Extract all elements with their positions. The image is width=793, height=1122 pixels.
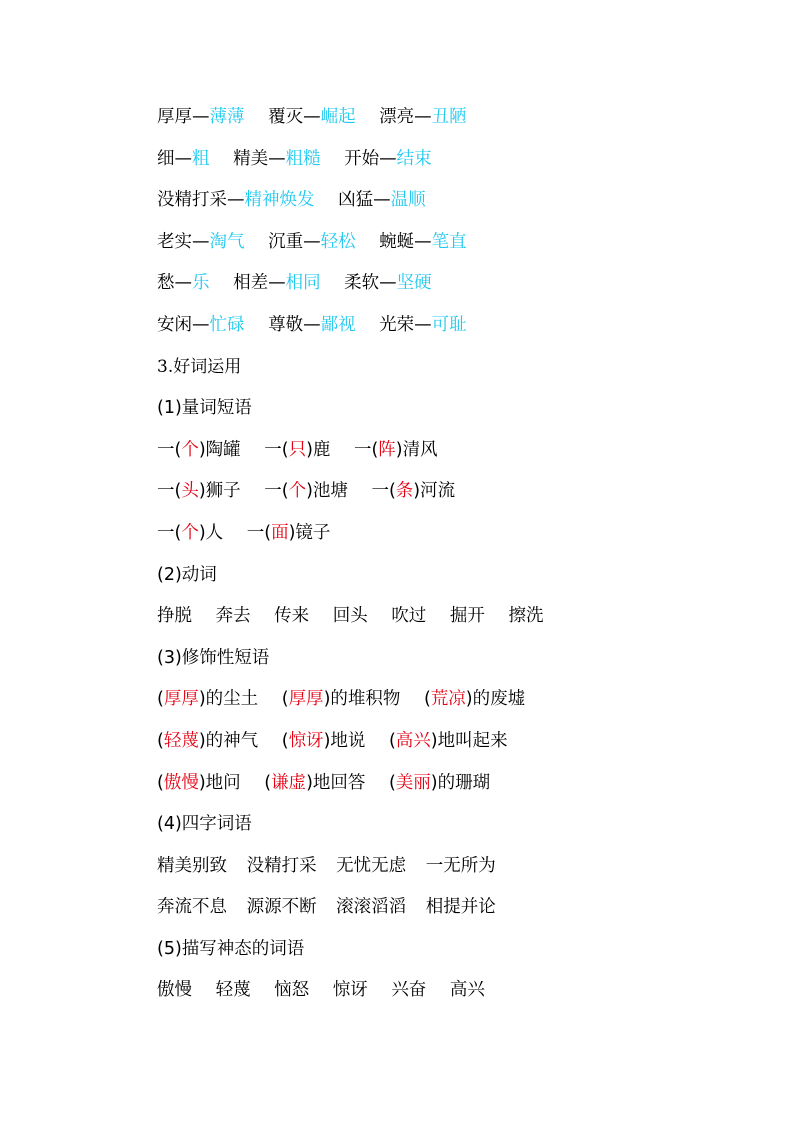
antonym-word: 覆灭— [268,107,321,127]
antonym-pair [379,222,467,264]
antonym-answer: 笔直 [431,231,467,252]
modifier-row [157,721,757,763]
expression-word: 轻蔑 [215,980,251,1001]
phrase-prefix: 一( [157,439,182,460]
modifier-answer: 荒凉 [430,689,466,710]
antonym-word: 开始— [344,148,397,169]
antonym-row [157,139,757,181]
antonym-word: 没精打采— [157,190,245,211]
phrase-prefix: ( [157,730,164,751]
antonym-pair [268,222,356,264]
idiom-word: 没精打采 [246,855,317,876]
subsection-title: (5)描写神态的词语 [157,938,305,959]
modifier-answer: 谦虚 [271,772,307,793]
antonym-word: 相差— [233,273,286,294]
expression-word: 傲慢 [157,980,192,1001]
antonym-pair [344,139,432,181]
phrase-prefix: ( [423,689,431,710]
idiom-word: 奔流不息 [157,897,227,918]
phrase-prefix: ( [264,772,272,793]
idiom-word: 一无所为 [425,855,496,876]
antonym-pair [379,305,467,347]
phrase-prefix: 一( [157,522,182,543]
phrase-prefix: 一( [371,481,396,502]
antonym-word: 尊敬— [268,314,321,335]
antonym-answer: 坚硬 [396,273,432,294]
subsection-title: (2)动词 [157,564,217,585]
antonym-answer: 结束 [396,148,432,169]
phrase-prefix: 一( [264,439,289,460]
expression-word: 高兴 [449,980,485,1001]
modifier-phrase [389,721,508,763]
antonym-word: 光荣— [379,314,432,335]
idiom-word: 滚滚滔滔 [336,897,407,918]
antonym-answer: 薄薄 [209,107,245,127]
phrase-suffix: )的废墟 [465,689,526,710]
subsection-title: (1)量词短语 [157,398,252,419]
antonym-answer: 鄙视 [320,314,356,335]
antonym-answer: 淘气 [209,231,245,252]
antonym-word: 精美— [233,148,286,169]
antonym-pair [268,305,356,347]
antonym-pair [157,222,245,264]
modifier-phrase [157,721,258,763]
modifier-answer: 厚厚 [163,689,199,710]
worksheet-content [157,97,757,1012]
phrase-prefix: ( [388,772,396,793]
expression-word: 兴奋 [391,980,427,1001]
antonym-answer: 崛起 [320,107,356,127]
measure-phrase [157,513,223,555]
antonym-pair [233,139,321,181]
modifier-phrase [282,721,366,763]
verb-word: 掘开 [449,606,485,627]
phrase-suffix: )狮子 [198,481,241,502]
modifier-phrase [424,679,525,721]
phrase-prefix: 一( [246,522,272,543]
antonym-answer: 粗 [192,148,210,169]
measure-answer: 只 [288,439,307,460]
measure-word-row [157,430,757,472]
measure-phrase [264,430,330,472]
measure-phrase [157,471,241,513]
phrase-suffix: )的珊瑚 [430,772,491,793]
measure-phrase [354,430,438,472]
antonym-answer: 乐 [192,273,210,294]
phrase-suffix: )清风 [395,439,438,460]
antonym-row [157,263,757,305]
phrase-suffix: )地问 [198,772,241,793]
antonym-word: 蜿蜒— [379,231,432,252]
verb-word: 传来 [274,606,310,627]
modifier-answer: 惊讶 [288,730,324,751]
measure-answer: 个 [181,522,199,543]
antonym-pair [379,97,467,139]
antonym-word: 厚厚— [157,107,210,127]
antonym-row [157,305,757,347]
antonym-pair [344,263,432,305]
antonym-row [157,97,757,139]
idiom-word: 相提并论 [425,897,496,918]
antonym-word: 柔软— [344,273,397,294]
phrase-suffix: )的神气 [198,730,259,751]
measure-answer: 条 [395,481,414,502]
idiom-row [157,887,757,929]
modifier-phrase [282,679,401,721]
expression-word: 恼怒 [274,980,310,1001]
measure-phrase [264,471,348,513]
measure-answer: 个 [288,481,307,502]
antonym-row [157,222,757,264]
phrase-prefix: ( [281,689,289,710]
phrase-suffix: )镜子 [288,522,331,543]
phrase-suffix: )河流 [413,481,456,502]
modifier-answer: 轻蔑 [163,730,199,751]
antonym-answer: 相同 [285,273,321,294]
verb-word: 擦洗 [508,606,544,627]
phrase-prefix: 一( [157,481,182,502]
phrase-prefix: 一( [353,439,379,460]
verb-word: 挣脱 [157,606,192,627]
verb-word: 回头 [332,606,368,627]
antonym-word: 凶猛— [338,190,391,211]
antonym-word: 漂亮— [379,107,432,127]
idiom-row [157,846,757,888]
phrase-suffix: )陶罐 [198,439,241,460]
phrase-suffix: )鹿 [306,439,331,460]
verb-word: 奔去 [215,606,251,627]
modifier-row [157,679,757,721]
measure-answer: 阵 [378,439,396,460]
expression-word: 惊讶 [332,980,368,1001]
idiom-word: 无忧无虑 [336,855,407,876]
subsection-title: (4)四字词语 [157,814,252,835]
antonym-answer: 温顺 [390,190,426,211]
phrase-prefix: ( [157,689,164,710]
phrase-suffix: )的尘土 [198,689,259,710]
phrase-suffix: )人 [198,522,224,543]
modifier-phrase [157,679,258,721]
antonym-pair [268,97,356,139]
modifier-row [157,763,757,805]
section-title: 3.好词运用 [157,356,242,377]
antonym-answer: 丑陋 [431,107,467,127]
measure-answer: 面 [271,522,289,543]
idiom-word: 精美别致 [157,855,227,876]
verb-word: 吹过 [391,606,427,627]
measure-answer: 头 [181,481,199,502]
antonym-pair [338,180,426,222]
antonym-pair [157,263,210,305]
antonym-word: 细— [157,148,192,169]
antonym-answer: 可耻 [431,314,467,335]
modifier-phrase [389,763,490,805]
verb-row [157,596,757,638]
measure-word-row [157,471,757,513]
modifier-answer: 厚厚 [288,689,324,710]
antonym-word: 老实— [157,231,210,252]
phrase-suffix: )地回答 [306,772,366,793]
phrase-suffix: )池塘 [306,481,348,502]
antonym-word: 安闲— [157,314,210,335]
phrase-suffix: )地说 [323,730,366,751]
expression-row [157,970,757,1012]
modifier-answer: 美丽 [395,772,431,793]
idiom-word: 源源不断 [246,897,317,918]
measure-word-row [157,513,757,555]
antonym-row [157,180,757,222]
modifier-answer: 高兴 [395,730,431,751]
antonym-pair [157,139,210,181]
antonym-word: 愁— [157,273,192,294]
antonym-pair [233,263,321,305]
antonym-pair [157,180,315,222]
phrase-suffix: )地叫起来 [430,730,508,751]
phrase-prefix: ( [388,730,396,751]
antonym-pair [157,305,245,347]
measure-phrase [247,513,331,555]
phrase-suffix: )的堆积物 [323,689,401,710]
antonym-answer: 精神焕发 [244,190,315,211]
antonym-answer: 忙碌 [209,314,245,335]
antonym-answer: 粗糙 [285,148,321,169]
measure-answer: 个 [181,439,199,460]
antonym-word: 沉重— [268,231,321,252]
modifier-phrase [264,763,365,805]
phrase-prefix: 一( [264,481,289,502]
subsection-title: (3)修饰性短语 [157,647,270,668]
modifier-phrase [157,763,241,805]
antonym-answer: 轻松 [320,231,356,252]
antonym-pair [157,97,245,139]
phrase-prefix: ( [157,772,164,793]
modifier-answer: 傲慢 [163,772,199,793]
measure-phrase [371,471,455,513]
measure-phrase [157,430,241,472]
phrase-prefix: ( [281,730,289,751]
